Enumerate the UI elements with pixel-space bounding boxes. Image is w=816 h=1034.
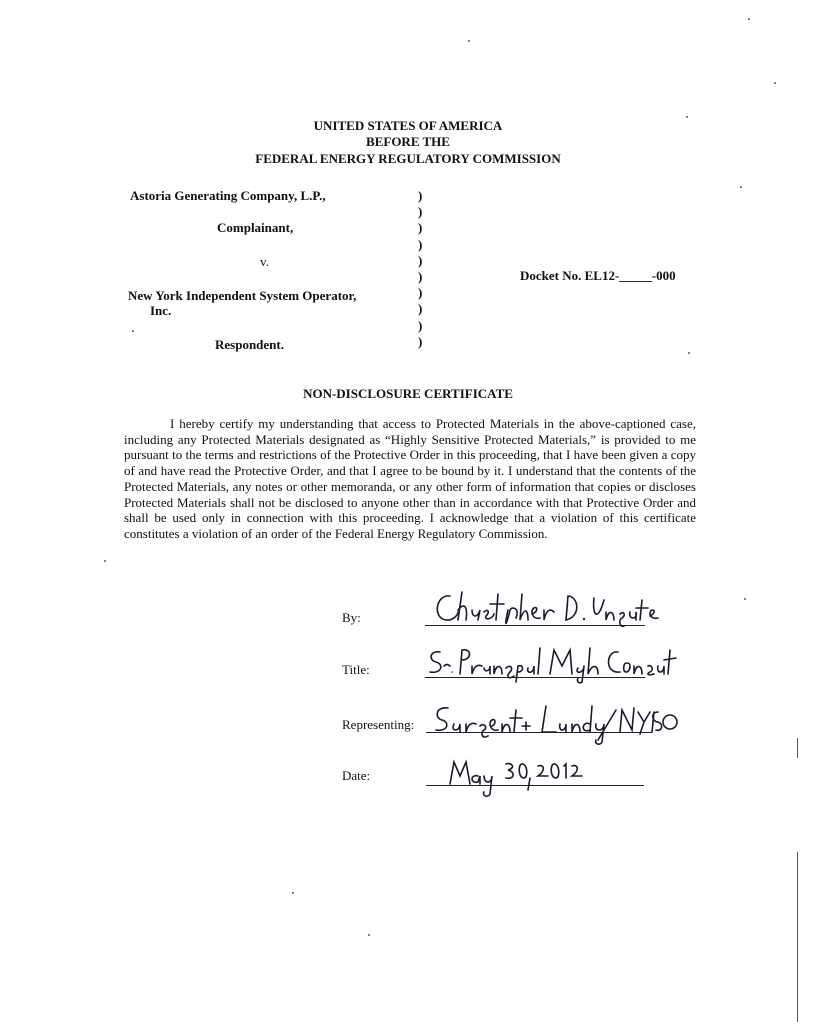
scan-edge-line <box>797 738 798 758</box>
signature-by <box>428 588 658 630</box>
scan-speck <box>774 82 776 84</box>
versus: v. <box>260 254 269 269</box>
signature-representing <box>430 700 666 748</box>
scan-speck <box>368 934 370 936</box>
complainant-name: Astoria Generating Company, L.P., <box>130 188 326 203</box>
signature-title <box>426 642 674 682</box>
scan-speck <box>104 560 106 562</box>
scan-speck <box>688 352 690 354</box>
signature-date <box>448 756 588 800</box>
paren: ) <box>418 301 423 317</box>
header-line-1: UNITED STATES OF AMERICA <box>313 118 503 133</box>
paren: ) <box>418 252 423 268</box>
paren: ) <box>418 285 423 301</box>
caption-parentheses <box>418 188 422 350</box>
scan-speck <box>686 116 688 118</box>
paren: ) <box>418 317 423 333</box>
respondent-name-line-2: Inc. <box>150 303 172 318</box>
paren: ) <box>418 269 423 285</box>
respondent-name-line-1: New York Independent System Operator, <box>128 288 357 303</box>
scan-speck <box>740 186 742 188</box>
header-line-3: FEDERAL ENERGY REGULATORY COMMISSION <box>255 151 561 166</box>
paren: ) <box>418 220 423 236</box>
respondent-role: Respondent. <box>215 337 284 352</box>
scan-speck <box>744 598 746 600</box>
title-label: Title: <box>342 662 370 677</box>
paren: ) <box>418 188 423 203</box>
by-label: By: <box>342 610 361 625</box>
paren: ) <box>418 236 423 252</box>
certificate-body: I hereby certify my understanding that access to Protected Materials in the above-captioned case, including any Protected Materials designated as “Highly Sensitive Protected Materials,” is provided to me pursuant to the terms and restrictions of the Protective Order in this proceeding, that I have been given a copy of and have read the Protective Order, and that I agree to be bound by it. I understand that the contents of the Protected Materials, any notes or other memoranda, or any other form of information that copies or discloses Protected Materials shall not be disclosed to anyone other than in accordance with that Protective Order and shall be used only in connection with this proceeding. I acknowledge that a violation of this certificate constitutes a violation of an order of the Federal Energy Regulatory Commission. <box>124 416 696 541</box>
complainant-role: Complainant, <box>217 220 294 235</box>
paren: ) <box>418 204 423 220</box>
representing-label: Representing: <box>342 717 415 732</box>
scan-speck <box>132 330 134 332</box>
scan-edge-line <box>797 852 798 1022</box>
scan-speck <box>748 18 750 20</box>
header-line-2: BEFORE THE <box>366 134 450 149</box>
certificate-title: NON-DISCLOSURE CERTIFICATE <box>303 386 513 401</box>
docket-number: Docket No. EL12-_____-000 <box>520 268 676 283</box>
scan-speck <box>468 40 470 42</box>
date-label: Date: <box>342 768 371 783</box>
paren: ) <box>418 333 423 349</box>
scan-speck <box>292 892 294 894</box>
